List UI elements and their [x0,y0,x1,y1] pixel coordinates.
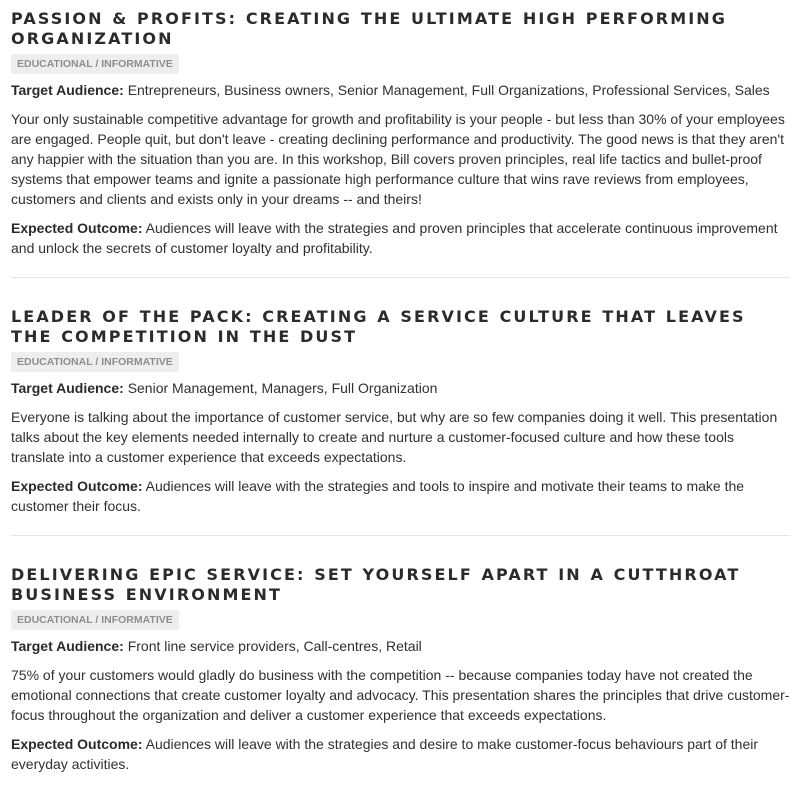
target-audience-value: Senior Management, Managers, Full Organization [127,380,438,396]
target-audience-label: Target Audience: [11,380,124,396]
expected-outcome [11,218,790,258]
target-audience-label: Target Audience: [11,82,124,98]
expected-outcome [11,734,790,774]
talk-title: DELIVERING EPIC SERVICE: SET YOURSELF APART IN A CUTTHROAT BUSINESS ENVIRONMENT [11,565,741,604]
expected-outcome-value: Audiences will leave with the strategies and proven principles that accelerate continuous improvement and unlock the secrets of customer loyalty and profitability. [11,220,778,256]
talk-description: Your only sustainable competitive advantage for growth and profitability is your people - but less than 30% of your employees are engaged. People quit, but don't leave - creating declining performance and productivity. The good news is that they aren't any happier with the situation than you are. In this workshop, Bill covers proven principles, real life tactics and bullet-proof systems that empower teams and ignite a passionate high performance culture that wins rave reviews from employees, customers and clients and exists only in your dreams -- and theirs! [11,111,785,207]
expected-outcome-label: Expected Outcome: [11,736,143,752]
expected-outcome-value: Audiences will leave with the strategies and desire to make customer-focus behaviours part of their everyday activities. [11,736,759,772]
category-tag: EDUCATIONAL / INFORMATIVE [11,54,179,74]
talk-item [11,0,790,258]
expected-outcome-label: Expected Outcome: [11,478,143,494]
target-audience-value: Entrepreneurs, Business owners, Senior Management, Full Organizations, Professional Services, Sales [127,82,770,98]
target-audience-label: Target Audience: [11,638,124,654]
category-tag: EDUCATIONAL / INFORMATIVE [11,352,179,372]
talk-item [11,277,790,516]
expected-outcome [11,476,790,516]
expected-outcome-label: Expected Outcome: [11,220,143,236]
category-tag: EDUCATIONAL / INFORMATIVE [11,610,179,630]
talk-item [11,535,790,774]
talk-description: 75% of your customers would gladly do business with the competition -- because companies today have not created the emotional connections that create customer loyalty and advocacy. This presentation shares the principles that drive customer-focus throughout the organization and deliver a customer experience that exceeds expectations. [11,667,790,723]
target-audience [11,378,790,398]
talk-title: PASSION & PROFITS: CREATING THE ULTIMATE HIGH PERFORMING ORGANIZATION [11,9,727,48]
target-audience [11,636,790,656]
talk-description: Everyone is talking about the importance of customer service, but why are so few companies doing it well. This presentation talks about the key elements needed internally to create and nurture a customer-focused culture and how these tools translate into a customer experience that exceeds expectations. [11,409,778,465]
target-audience-value: Front line service providers, Call-centres, Retail [127,638,422,654]
expected-outcome-value: Audiences will leave with the strategies and tools to inspire and motivate their teams to make the customer their focus. [11,478,745,514]
target-audience [11,80,790,100]
talk-title: LEADER OF THE PACK: CREATING A SERVICE CULTURE THAT LEAVES THE COMPETITION IN THE DUST [11,307,746,346]
